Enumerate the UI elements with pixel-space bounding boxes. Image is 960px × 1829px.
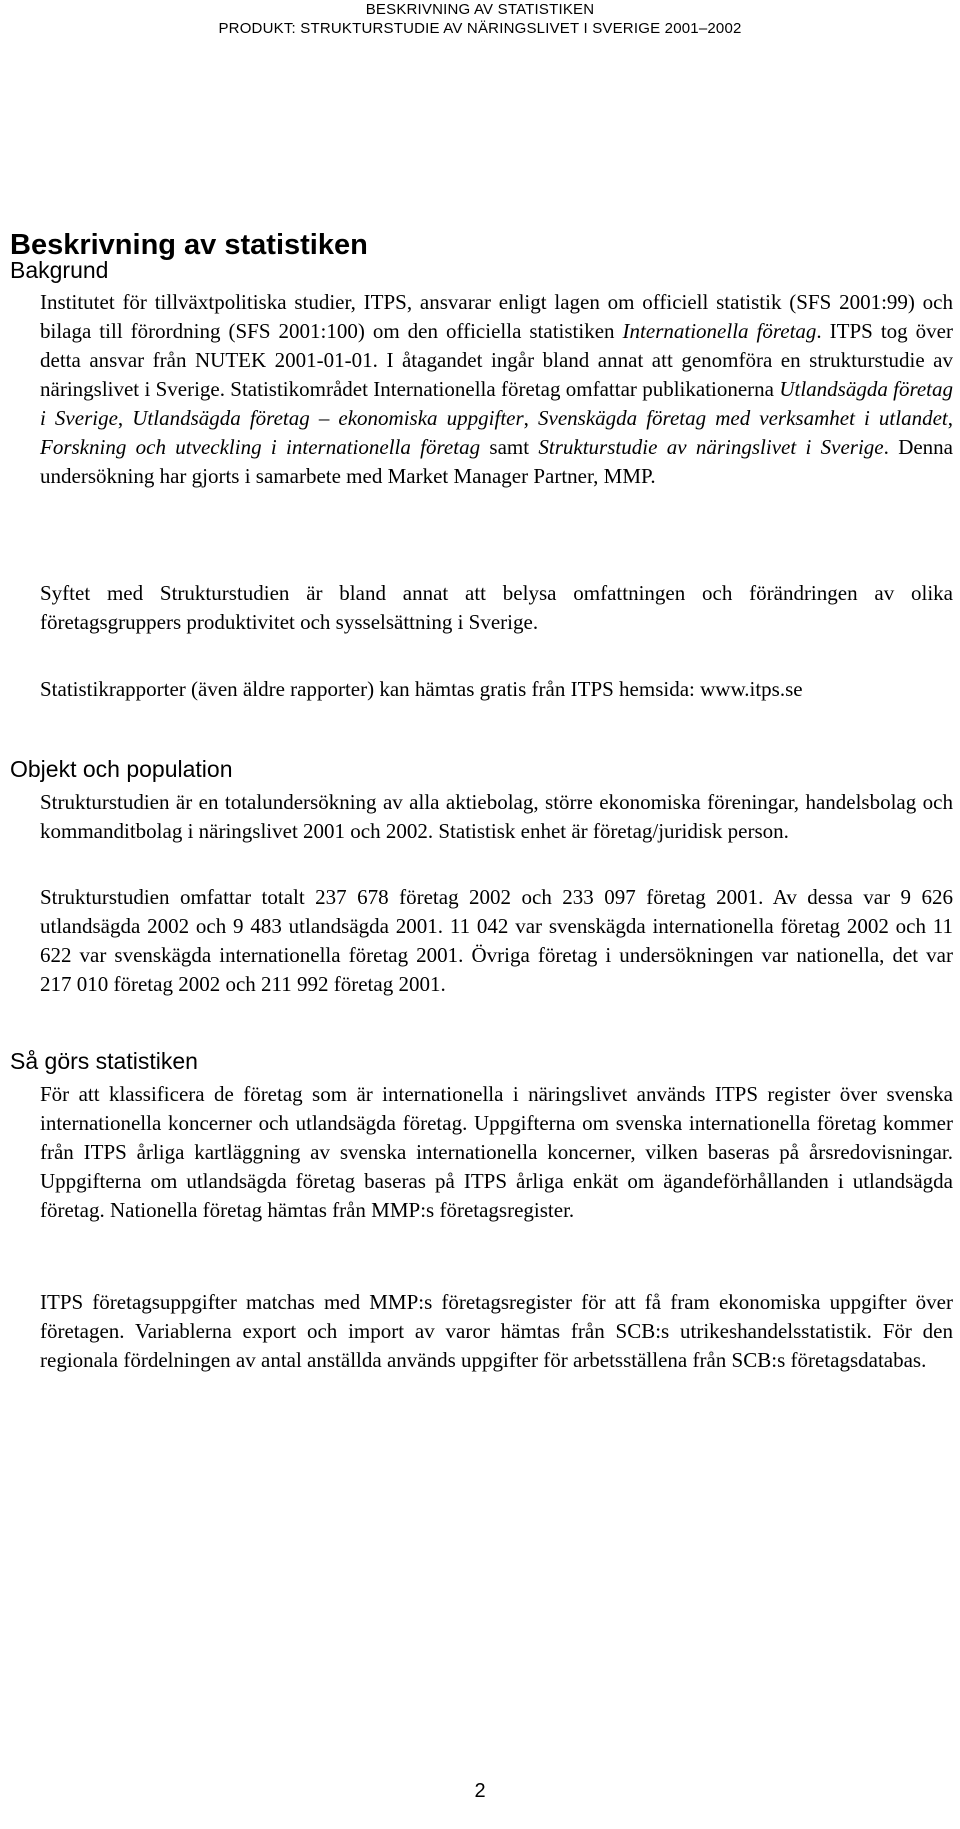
publication-title: Internationella företag [622, 319, 817, 343]
running-header [0, 0, 960, 38]
objekt-paragraph-2: Strukturstudien omfattar totalt 237 678 företag 2002 och 233 097 företag 2001. Av dessa var 9 626 utlandsägda 2002 och 9 483 utlandsägda 2001. 11 042 var svenskägda internationella företag 2002 och 11 622 var svenskägda internationella företag 2001. Övriga företag i undersökningen var nationella, det var 217 010 företag 2002 och 211 992 företag 2001. [40, 885, 953, 996]
text-run: . Denna undersökning har gjorts i samarbete med Market Manager Partner, MMP. [40, 435, 954, 488]
bakgrund-paragraph-3: Statistikrapporter (även äldre rapporter) kan hämtas gratis från ITPS hemsida: www.itps.se [40, 677, 803, 701]
page-title: Beskrivning av statistiken [10, 229, 368, 261]
section-heading-bakgrund: Bakgrund [10, 257, 109, 283]
publication-title: Utlandsägda företag i Sverige [40, 377, 954, 430]
publication-title: Forskning och utveckling i internationella företag [40, 435, 481, 459]
text-run: , [117, 406, 133, 430]
text-run: . ITPS tog över detta ansvar från NUTEK 2001-01-01. I åtagandet ingår bland annat att genomföra en strukturstudie av näringslivet i Sverige. Statistikområdet Internationella företag omfattar publikationerna [40, 319, 953, 401]
sa-gors-paragraph-2: ITPS företagsuppgifter matchas med MMP:s företagsregister för att få fram ekonomiska uppgifter över företagen. Variablerna export och import av varor hämtas från SCB:s utrikeshandelsstatistik. För den regionala fördelningen av antal anställda används uppgifter för arbetsställena från SCB:s företagsdatabas. [40, 1290, 953, 1372]
bakgrund-paragraph-2: Syftet med Strukturstudien är bland annat att belysa omfattningen och förändringen av olika företagsgruppers produktivitet och sysselsättning i Sverige. [40, 581, 953, 634]
page-number: 2 [474, 1780, 486, 1802]
section-heading-objekt: Objekt och population [10, 756, 233, 782]
sa-gors-paragraph-1: För att klassificera de företag som är internationella i näringslivet används ITPS register över svenska internationella koncerner och utlandsägda företag. Uppgifterna om svenska internationella företag kommer från ITPS årliga kartläggning av svenska internationella koncerner, vilken baseras på årsredovisningar. Uppgifterna om utlandsägda företag baseras på ITPS årliga enkät om ägandeförhållanden i utlandsägda företag. Nationella företag hämtas från MMP:s företagsregister. [40, 1082, 953, 1222]
publication-title: Utlandsägda företag – ekonomiska uppgifter [132, 406, 524, 430]
running-header-title: BESKRIVNING AV STATISTIKEN [365, 1, 595, 18]
section-heading-sa-gors: Så görs statistiken [10, 1048, 198, 1074]
bakgrund-paragraph-1 [40, 288, 953, 491]
objekt-paragraph-1: Strukturstudien är en totalundersökning av alla aktiebolag, större ekonomiska föreningar, handelsbolag och kommanditbolag i näringslivet 2001 och 2002. Statistisk enhet är företag/juridisk person. [40, 790, 953, 843]
publication-title: Svenskägda företag med verksamhet i utlandet [538, 406, 948, 430]
text-run: , [523, 406, 538, 430]
running-header-product: PRODUKT: STRUKTURSTUDIE AV NÄRINGSLIVET I SVERIGE 2001–2002 [218, 20, 742, 37]
text-run: Institutet för tillväxtpolitiska studier, ITPS, ansvarar enligt lagen om officiell statistik (SFS 2001:99) och bilaga till förordning (SFS 2001:100) om den officiella statistiken [40, 290, 953, 343]
text-run: samt [480, 435, 539, 459]
text-run: , [947, 406, 954, 430]
publication-title: Strukturstudie av näringslivet i Sverige [538, 435, 884, 459]
